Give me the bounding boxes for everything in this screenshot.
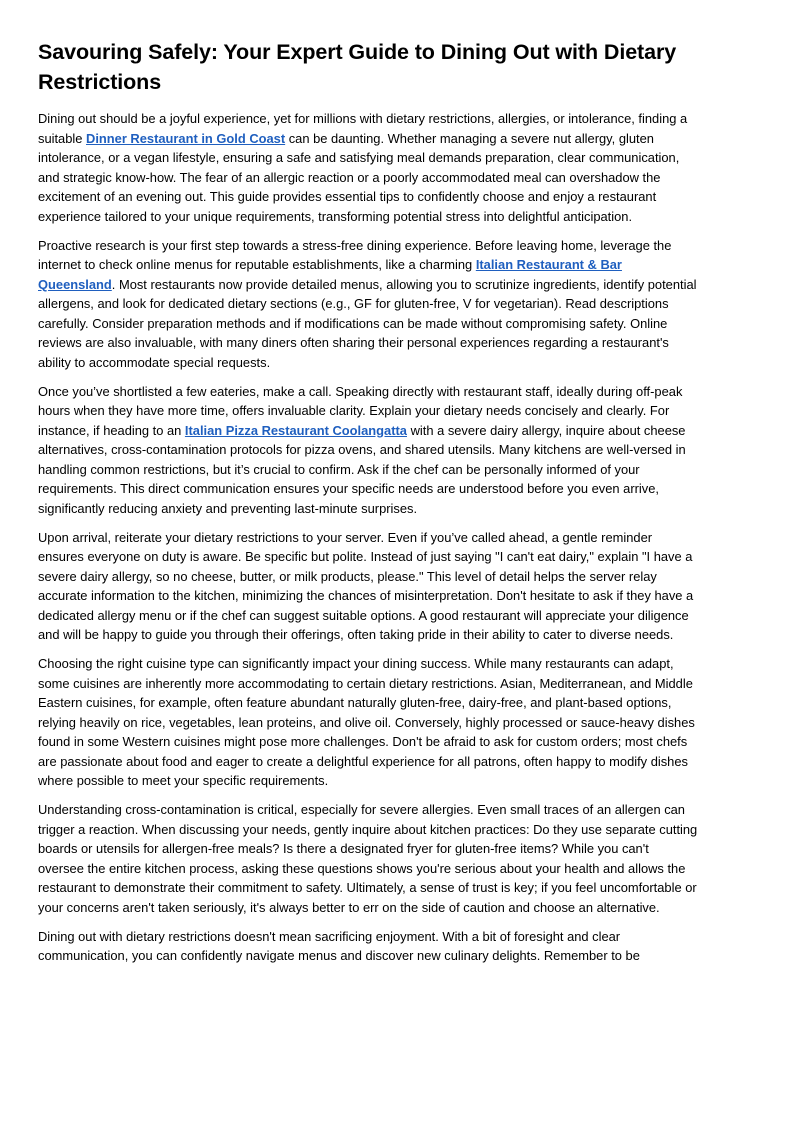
paragraph-text: can be daunting. Whether managing a severe nut allergy, gluten intolerance, or a vegan lifestyle, ensuring a safe and satisfying meal demands preparation, clear communication, and strategic know-how. The fear of an allergic reaction or a poorly accommodated meal can overshadow the excitement of an evening out. This guide provides essential tips to confidently choose and enjoy a restaurant experience tailored to your unique requirements, transforming potential stress into delightful anticipation. (38, 130, 680, 224)
paragraph-call-ahead (38, 382, 698, 519)
paragraph-arrival: Upon arrival, reiterate your dietary restrictions to your server. Even if you’ve called ahead, a gentle reminder ensures everyone on duty is aware. Be specific but polite. Instead of just saying "I can't eat dairy," explain "I have a severe dairy allergy, so no cheese, butter, or milk products, please." This level of detail helps the server relay accurate information to the kitchen, minimizing the chances of misinterpretation. Don't hesitate to ask if they have a dedicated allergy menu or if the chef can suggest suitable options. A good restaurant will appreciate your diligence and will be happy to guide you through their offerings, often taking pride in their ability to cater to diverse needs. (38, 529, 694, 642)
link-dinner-restaurant-gold-coast[interactable]: Dinner Restaurant in Gold Coast (86, 130, 286, 146)
paragraph-conclusion: Dining out with dietary restrictions doesn't mean sacrificing enjoyment. With a bit of foresight and clear communication, you can confidently navigate menus and discover new culinary delights. Remember to be (38, 928, 640, 963)
paragraph-research (38, 236, 698, 373)
paragraph-cross-contamination: Understanding cross-contamination is critical, especially for severe allergies. Even small traces of an allergen can trigger a reaction. When discussing your needs, gently inquire about kitchen practices: Do they use separate cutting boards or utensils for allergen-free meals? Is there a designated fryer for gluten-free items? While you can't oversee the entire kitchen process, asking these questions shows you're serious about your health and allows the restaurant to demonstrate their commitment to safety. Ultimately, a sense of trust is key; if you feel uncomfortable or your concerns aren't taken seriously, it's always better to err on the side of caution and choose an alternative. (38, 802, 698, 915)
link-italian-pizza-restaurant-coolangatta[interactable]: Italian Pizza Restaurant Coolangatta (184, 422, 407, 438)
article-title: Savouring Safely: Your Expert Guide to Dining Out with Dietary Restrictions (38, 40, 677, 94)
link-italian-restaurant-bar-queensland[interactable]: Italian Restaurant & Bar Queensland (38, 257, 622, 292)
paragraph-intro (38, 109, 698, 226)
paragraph-text: Once you’ve shortlisted a few eateries, make a call. Speaking directly with restaurant staff, ideally during off-peak hours when they have more time, offers invaluable clarity. Explain your dietary needs concisely and clearly. For instance, if heading to an (38, 383, 683, 438)
paragraph-cuisine: Choosing the right cuisine type can significantly impact your dining success. While many restaurants can adapt, some cuisines are inherently more accommodating to certain dietary restrictions. Asian, Mediterranean, and Middle Eastern cuisines, for example, often feature abundant naturally gluten-free, dairy-free, and plant-based options, relying heavily on rice, vegetables, lean proteins, and olive oil. Conversely, highly processed or sauce-heavy dishes found in some Western cuisines might pose more challenges. Don't be afraid to ask for custom orders; most chefs are passionate about food and eager to create a delightful experience for all patrons, often happy to modify dishes where possible to meet your specific requirements. (38, 656, 695, 788)
paragraph-text: Proactive research is your first step towards a stress-free dining experience. Before leaving home, leverage the internet to check online menus for reputable establishments, like a charming (38, 237, 672, 272)
paragraph-text: Dining out should be a joyful experience, yet for millions with dietary restrictions, allergies, or intolerance, finding a suitable (38, 111, 688, 146)
paragraph-text: with a severe dairy allergy, inquire about cheese alternatives, cross-contamination protocols for pizza ovens, and shared utensils. Many kitchens are well-versed in handling common restrictions, but it’s crucial to confirm. Ask if the chef can be personally informed of your requirements. This direct communication ensures your specific needs are understood before you even arrive, significantly reducing anxiety and preventing last-minute surprises. (38, 422, 686, 516)
paragraph-text: . Most restaurants now provide detailed menus, allowing you to scrutinize ingredients, identify potential allergens, and look for dedicated dietary sections (e.g., GF for gluten-free, V for vegetarian). Read descriptions carefully. Consider preparation methods and if modifications can be made without compromising safety. Online reviews are also invaluable, with many diners often sharing their personal experiences regarding a restaurant's ability to accommodate special requests. (38, 276, 697, 370)
